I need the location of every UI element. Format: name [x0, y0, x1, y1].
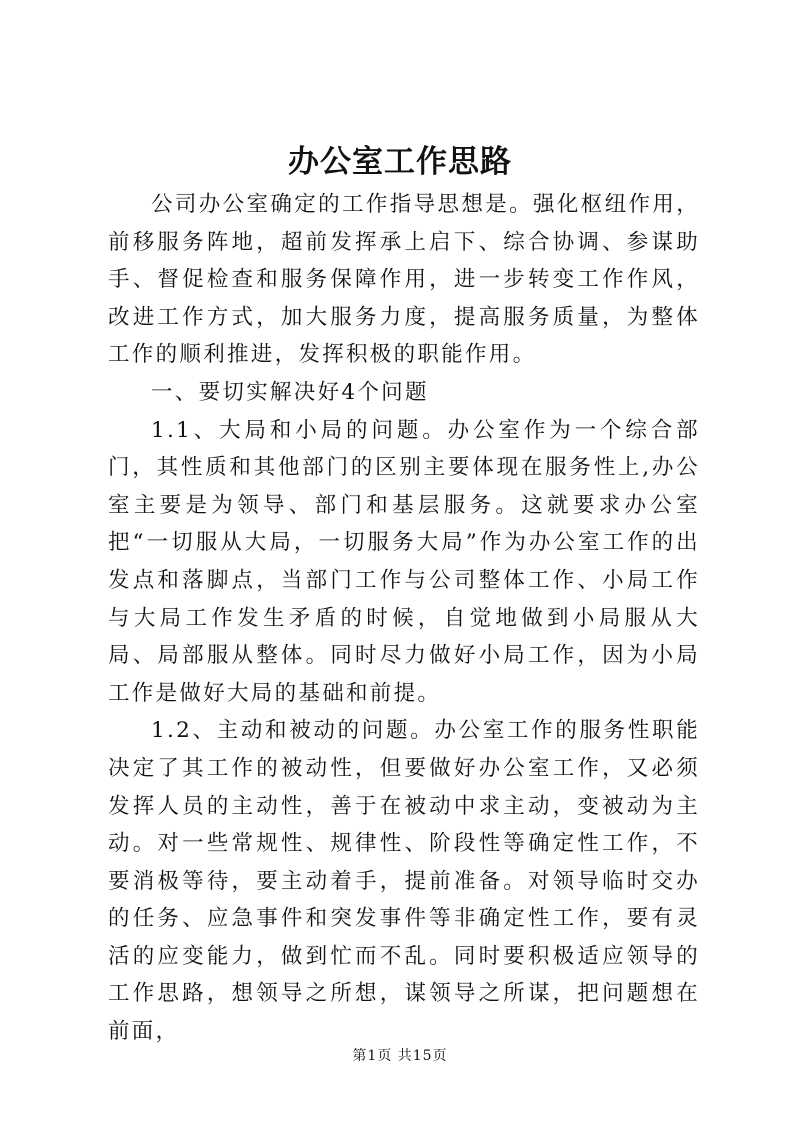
document-title: 办公室工作思路 — [288, 144, 512, 180]
document-body — [108, 186, 700, 1051]
section-heading: 一、要切实解决好4个问题 — [151, 379, 429, 405]
page-number-footer: 第1页 共15页 — [352, 1048, 448, 1064]
paragraph-intro: 公司办公室确定的工作指导思想是。强化枢纽作用，前移服务阵地，超前发挥承上启下、综合协调、参谋助手、督促检查和服务保障作用，进一步转变工作作风，改进工作方式，加大服务力度，提高服务质量，为整体工作的顺利推进，发挥积极的职能作用。 — [108, 192, 700, 368]
paragraph-1-1: 1.1、大局和小局的问题。办公室作为一个综合部门，其性质和其他部门的区别主要体现在服务性上,办公室主要是为领导、部门和基层服务。这就要求办公室把“一切服从大局，一切服务大局”作为办公室工作的出发点和落脚点，当部门工作与公司整体工作、小局工作与大局工作发生矛盾的时候，自觉地做到小局服从大局、局部服从整体。同时尽力做好小局工作，因为小局工作是做好大局的基础和前提。 — [108, 417, 700, 706]
paragraph-1-2: 1.2、主动和被动的问题。办公室工作的服务性职能决定了其工作的被动性，但要做好办公室工作，又必须发挥人员的主动性，善于在被动中求主动，变被动为主动。对一些常规性、规律性、阶段性等确定性工作，不要消极等待，要主动着手，提前准备。对领导临时交办的任务、应急事件和突发事件等非确定性工作，要有灵活的应变能力，做到忙而不乱。同时要积极适应领导的工作思路，想领导之所想，谋领导之所谋，把问题想在前面， — [108, 718, 700, 1045]
